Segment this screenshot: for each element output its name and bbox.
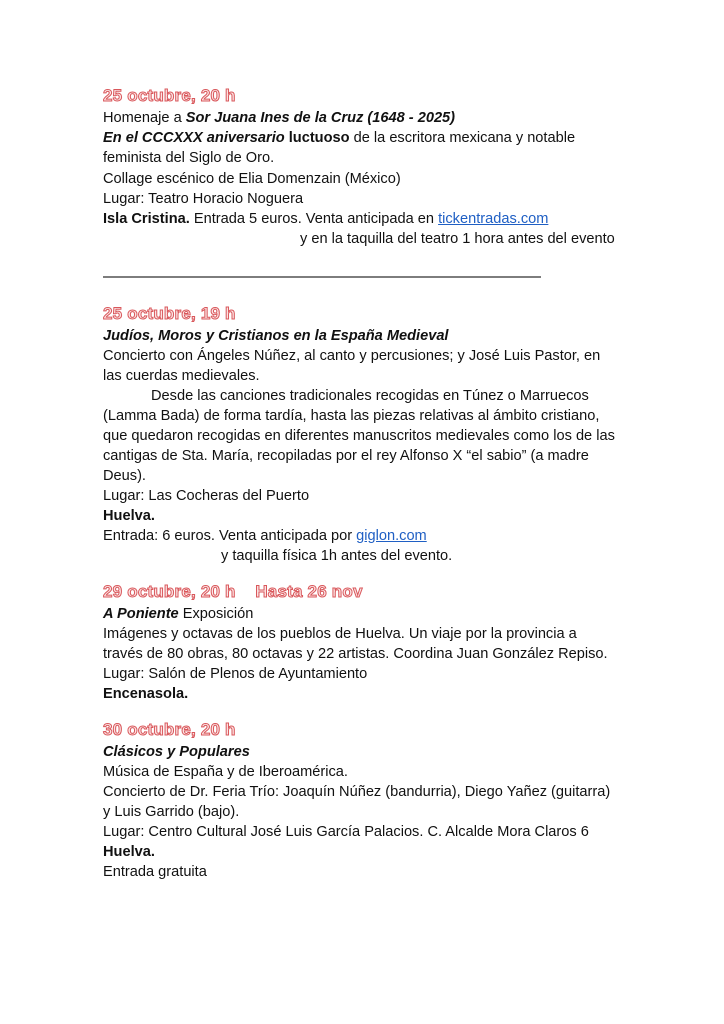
event-2-city: Huelva.	[103, 508, 155, 524]
event-1-luctuoso: luctuoso	[284, 130, 350, 146]
event-2-place: Lugar: Las Cocheras del Puerto	[103, 488, 310, 504]
event-1-ticket-more: y en la taquilla del teatro 1 hora antes del evento	[300, 231, 615, 247]
event-3-city: Encenasola.	[103, 686, 189, 702]
event-3-date-heading: 29 octubre, 20 h Hasta 26 nov	[103, 582, 363, 601]
giglon-link[interactable]: giglon.com	[356, 528, 427, 544]
event-1-anniversary: En el CCCXXX aniversario	[103, 130, 285, 146]
event-2-ticket-more: y taquilla física 1h antes del evento.	[221, 548, 453, 564]
tickentradas-link[interactable]: tickentradas.com	[438, 211, 549, 227]
event-4-title: Clásicos y Populares	[103, 744, 250, 760]
event-3-title-suffix: Exposición	[178, 606, 254, 622]
event-3-title	[103, 604, 253, 624]
event-2-line-5: que quedaron recogidas en diferentes manuscritos medievales como los de las	[103, 428, 615, 444]
event-4-city: Huelva.	[103, 844, 155, 860]
event-1-title	[103, 108, 455, 128]
event-2-line-1: Concierto con Ángeles Núñez, al canto y percusiones; y José Luis Pastor, en	[103, 348, 601, 364]
event-1-ticket	[103, 209, 548, 229]
event-1-desc-line-3: Collage escénico de Elia Domenzain (México)	[103, 171, 401, 187]
event-4-entry: Entrada gratuita	[103, 864, 207, 880]
event-1-title-text: Sor Juana Ines de la Cruz (1648 - 2025)	[185, 110, 456, 126]
event-3-title-text: A Poniente	[103, 606, 179, 622]
event-4-date-heading: 30 octubre, 20 h	[103, 720, 236, 739]
event-4-line-1: Música de España y de Iberoamérica.	[103, 764, 348, 780]
event-1-place: Lugar: Teatro Horacio Noguera	[103, 191, 304, 207]
event-1-date-heading: 25 octubre, 20 h	[103, 86, 236, 105]
event-2-line-2: las cuerdas medievales.	[103, 368, 260, 384]
event-2-line-7: Deus).	[103, 468, 146, 484]
event-4-line-3: y Luis Garrido (bajo).	[103, 804, 240, 820]
event-4-place: Lugar: Centro Cultural José Luis García Palacios. C. Alcalde Mora Claros 6	[103, 824, 589, 840]
event-3-line-2: través de 80 obras, 80 octavas y 22 artistas. Coordina Juan González Repiso.	[103, 646, 608, 662]
event-1-ticket-text: Entrada 5 euros. Venta anticipada en	[189, 211, 439, 227]
event-1-desc-line-2: feminista del Siglo de Oro.	[103, 150, 275, 166]
section-divider	[103, 276, 541, 278]
event-3-place: Lugar: Salón de Plenos de Ayuntamiento	[103, 666, 368, 682]
event-2-ticket	[103, 526, 427, 546]
event-2-ticket-text: Entrada: 6 euros. Venta anticipada por	[103, 528, 357, 544]
event-2-date-heading: 25 octubre, 19 h	[103, 304, 236, 323]
event-1-desc-rest: de la escritora mexicana y notable	[349, 130, 576, 146]
event-1-desc-line-1	[103, 128, 575, 148]
event-3-line-1: Imágenes y octavas de los pueblos de Huelva. Un viaje por la provincia a	[103, 626, 577, 642]
event-4-line-2: Concierto de Dr. Feria Trío: Joaquín Núñez (bandurria), Diego Yañez (guitarra)	[103, 784, 611, 800]
event-2-line-6: cantigas de Sta. María, recopiladas por el rey Alfonso X “el sabio” (a madre	[103, 448, 589, 464]
event-2-line-3: Desde las canciones tradicionales recogidas en Túnez o Marruecos	[151, 388, 589, 404]
event-1-title-prefix: Homenaje a	[103, 110, 186, 126]
event-2-line-4: (Lamma Bada) de forma tardía, hasta las piezas relativas al ámbito cristiano,	[103, 408, 600, 424]
event-2-title: Judíos, Moros y Cristianos en la España Medieval	[103, 328, 449, 344]
event-1-city: Isla Cristina.	[103, 211, 190, 227]
